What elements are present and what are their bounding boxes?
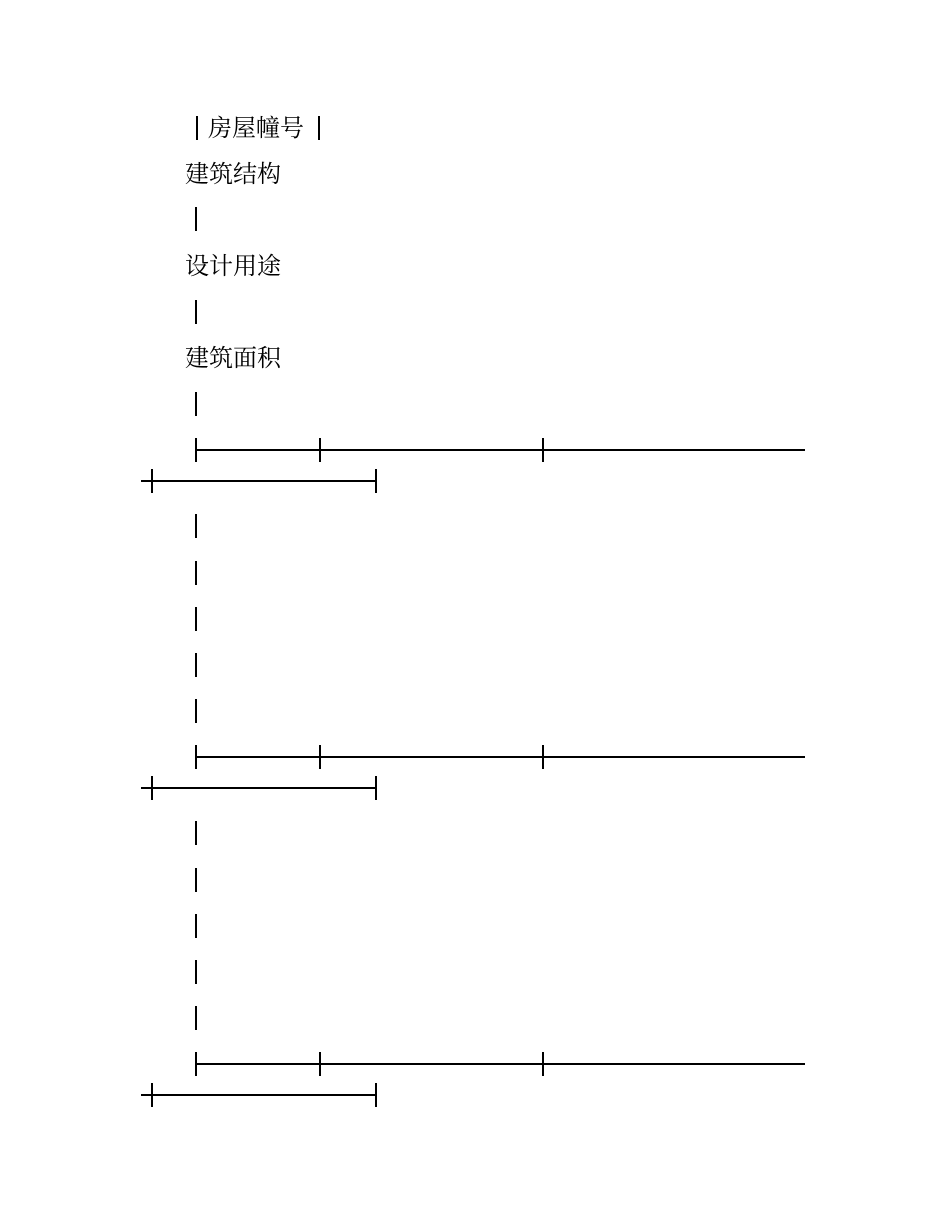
divider-line <box>141 480 377 482</box>
divider-tick <box>542 745 544 769</box>
divider-tick <box>375 1083 377 1107</box>
table-border-left <box>195 561 197 585</box>
building-structure-label: 建筑结构 <box>185 160 281 188</box>
divider-tick <box>542 438 544 462</box>
table-border-left <box>195 868 197 892</box>
design-usage-label: 设计用途 <box>185 252 281 280</box>
building-area-label: 建筑面积 <box>185 344 281 372</box>
divider-tick <box>319 438 321 462</box>
divider-tick <box>375 469 377 493</box>
divider-line <box>141 787 377 789</box>
table-border-left <box>195 960 197 984</box>
table-border-left <box>195 699 197 723</box>
table-border-left <box>195 653 197 677</box>
divider-line <box>195 756 805 758</box>
table-border-left <box>195 821 197 845</box>
divider-tick <box>542 1052 544 1076</box>
table-border-left <box>195 1006 197 1030</box>
divider-line <box>141 1094 377 1096</box>
table-border-left <box>195 607 197 631</box>
table-row-divider <box>0 1052 950 1112</box>
table-border-left <box>196 116 198 140</box>
table-border-left <box>195 392 197 416</box>
table-border-left <box>195 207 197 231</box>
table-border-left <box>195 914 197 938</box>
table-border-right <box>318 116 320 140</box>
table-border-left <box>195 514 197 538</box>
table-row-divider <box>0 745 950 805</box>
divider-line <box>195 449 805 451</box>
divider-tick <box>319 745 321 769</box>
divider-tick <box>319 1052 321 1076</box>
table-row-divider <box>0 438 950 498</box>
divider-tick <box>375 776 377 800</box>
table-border-left <box>195 300 197 324</box>
building-number-label: 房屋幢号 <box>208 114 304 142</box>
divider-line <box>195 1063 805 1065</box>
